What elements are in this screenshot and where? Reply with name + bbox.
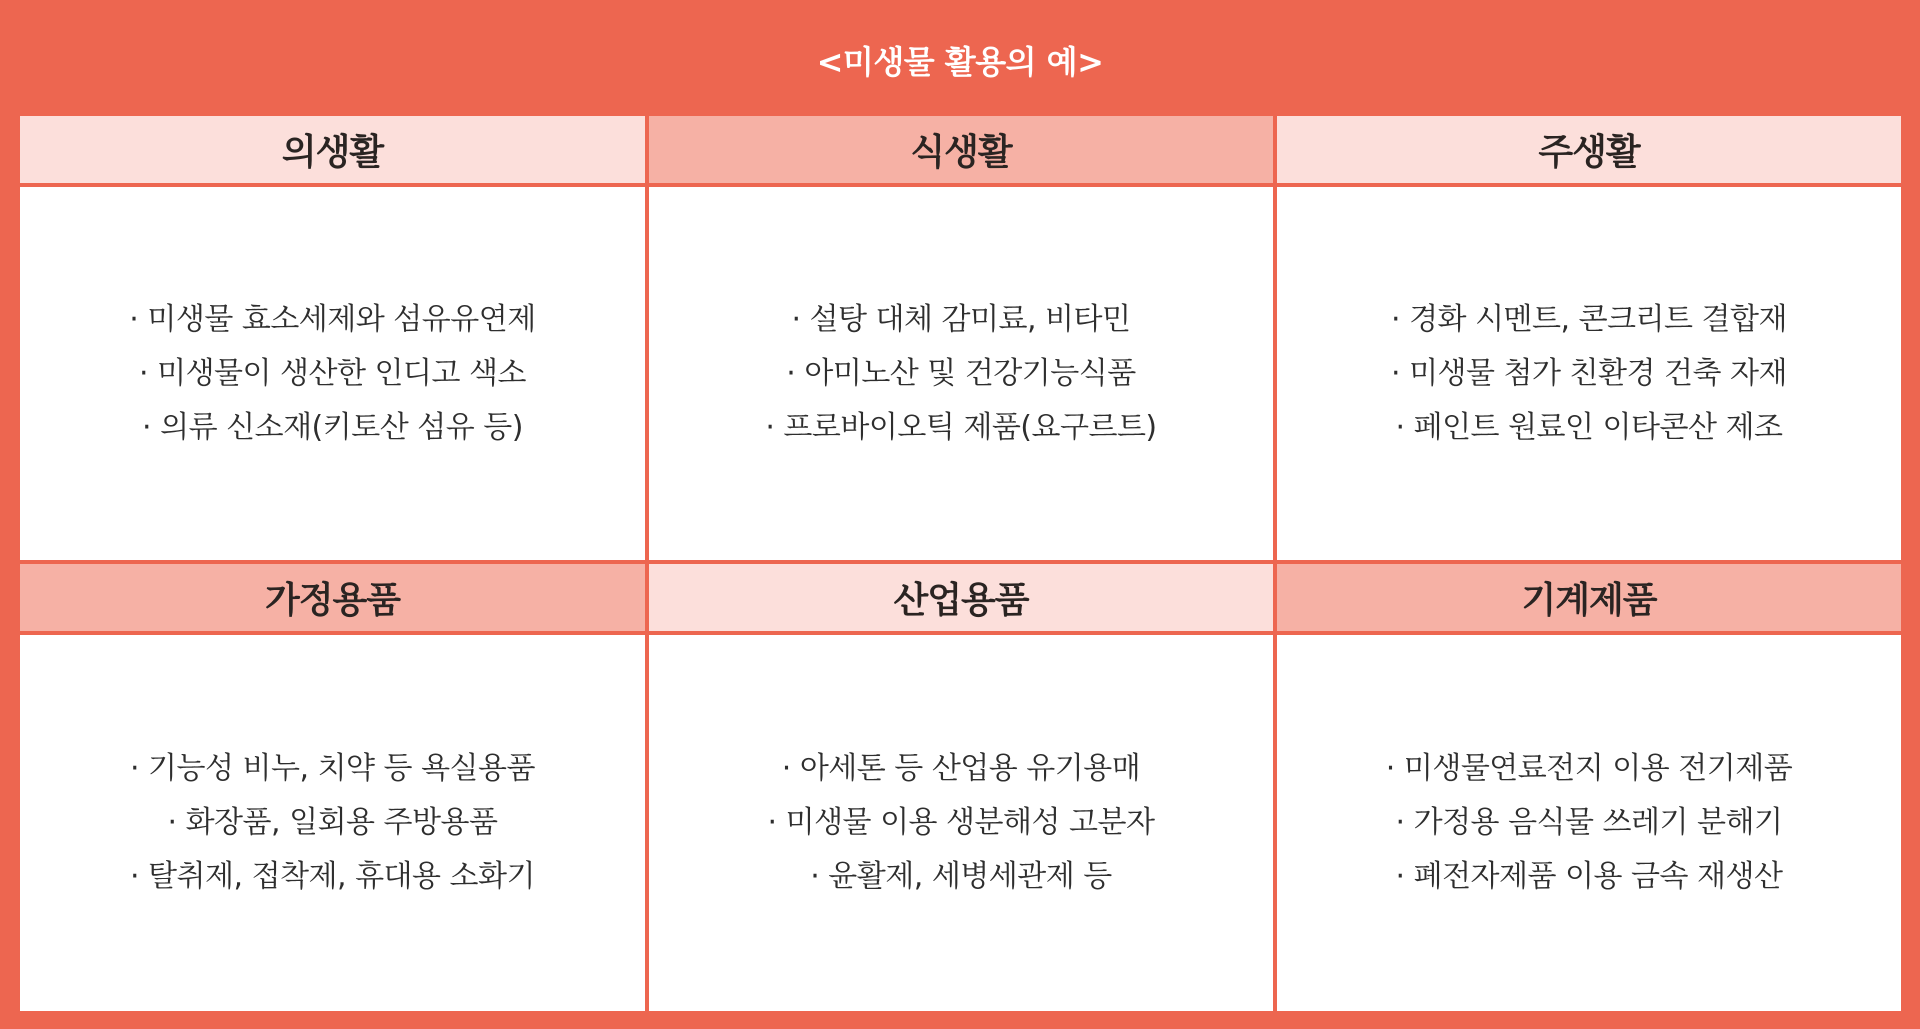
category-cell-food: [649, 187, 1273, 560]
category-header-industrial: 산업용품: [649, 564, 1273, 631]
list-item: · 설탕 대체 감미료, 비타민: [791, 301, 1131, 337]
list-item: · 의류 신소재(키토산 섬유 등): [142, 409, 523, 445]
category-cell-housing: [1277, 187, 1901, 560]
list-item: · 아세톤 등 산업용 유기용매: [781, 751, 1141, 786]
category-cell-household: [20, 635, 645, 1011]
item-list: [130, 742, 535, 904]
category-cell-machinery: [1277, 635, 1901, 1011]
category-header-machinery: 기계제품: [1277, 564, 1901, 631]
item-list: [768, 742, 1155, 904]
list-item: · 경화 시멘트, 콘크리트 결합재: [1391, 301, 1787, 337]
item-list: [765, 293, 1156, 455]
list-item: · 미생물 이용 생분해성 고분자: [767, 805, 1155, 840]
category-header-food: 식생활: [649, 116, 1273, 183]
list-item: · 아미노산 및 건강기능식품: [786, 355, 1136, 391]
list-item: · 폐전자제품 이용 금속 재생산: [1395, 859, 1783, 894]
list-item: · 미생물연료전지 이용 전기제품: [1385, 751, 1793, 786]
list-item: · 페인트 원료인 이타콘산 제조: [1395, 409, 1783, 445]
list-item: · 가정용 음식물 쓰레기 분해기: [1395, 805, 1783, 840]
item-list: [129, 293, 535, 455]
list-item: · 탈취제, 접착제, 휴대용 소화기: [129, 859, 535, 894]
list-item: · 프로바이오틱 제품(요구르트): [765, 409, 1157, 445]
list-item: · 기능성 비누, 치약 등 욕실용품: [129, 751, 535, 786]
category-header-housing: 주생활: [1277, 116, 1901, 183]
list-item: · 화장품, 일회용 주방용품: [167, 805, 498, 840]
category-cell-industrial: [649, 635, 1273, 1011]
category-cell-clothing: [20, 187, 645, 560]
item-list: [1386, 742, 1792, 904]
category-header-household: 가정용품: [20, 564, 645, 631]
list-item: · 미생물 첨가 친환경 건축 자재: [1391, 355, 1787, 391]
category-header-clothing: 의생활: [20, 116, 645, 183]
item-list: [1391, 293, 1787, 455]
category-grid: [20, 116, 1901, 1011]
page-title: <미생물 활용의 예>: [816, 43, 1104, 81]
list-item: · 미생물이 생산한 인디고 색소: [139, 355, 526, 391]
list-item: · 윤활제, 세병세관제 등: [810, 859, 1112, 894]
list-item: · 미생물 효소세제와 섬유유연제: [129, 301, 536, 337]
